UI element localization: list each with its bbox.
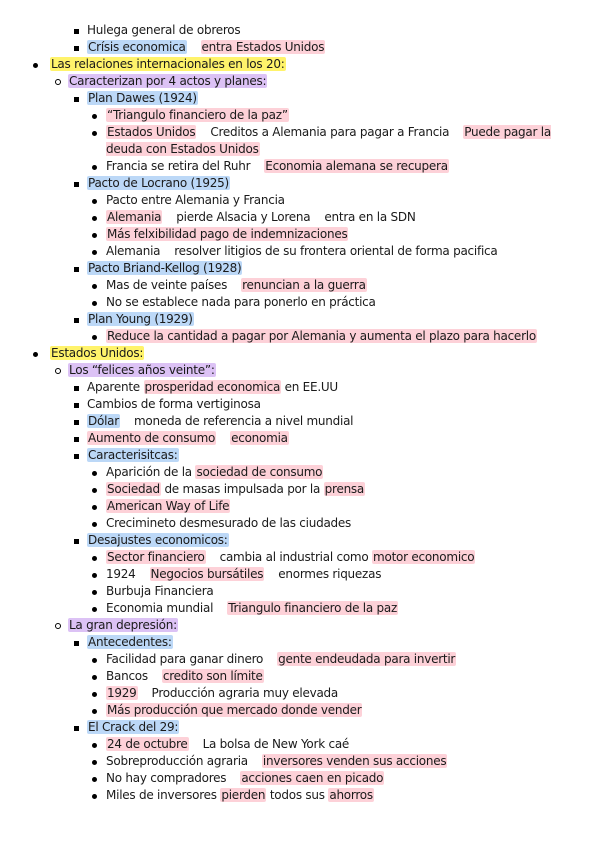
highlight-red: gente endeudada para invertir (278, 652, 456, 666)
item-text: en EE.UU (281, 380, 338, 394)
highlight-red: entra Estados Unidos (201, 40, 325, 54)
highlight-blue: Desajustes economicos: (88, 533, 228, 547)
list-item (0, 311, 600, 328)
highlight-red: credito son límite (162, 669, 263, 683)
subheading-item (0, 362, 600, 379)
highlight-red: prensa (324, 482, 365, 496)
list-item (0, 498, 600, 515)
item-text: Burbuja Financiera (106, 584, 214, 598)
highlight-red: pierden (221, 788, 266, 802)
highlight-blue: Pacto de Locrano (1925) (88, 176, 229, 190)
list-item (0, 396, 600, 413)
highlight-red: 1929 (107, 686, 137, 700)
highlight-red: Más felxibilidad pago de indemnizaciones (107, 227, 348, 241)
item-text: entra en la SDN (324, 210, 416, 224)
notes-document (0, 22, 600, 804)
list-item (0, 770, 600, 787)
item-text: Alemania (106, 244, 161, 258)
highlight-red: Aumento de consumo (88, 431, 216, 445)
list-item (0, 107, 600, 124)
item-text: Hulega general de obreros (87, 23, 241, 37)
item-text: resolver litigios de su frontera oriental de forma pacifica (174, 244, 498, 258)
list-item (0, 753, 600, 770)
list-item (0, 702, 600, 719)
list-item (0, 736, 600, 753)
list-item (0, 39, 600, 56)
list-item (0, 464, 600, 481)
highlight-blue: Plan Dawes (1924) (88, 91, 197, 105)
highlight-red: Sociedad (107, 482, 160, 496)
item-text: Miles de inversores (106, 788, 221, 802)
highlight-red: “Triangulo financiero de la paz” (107, 108, 288, 122)
list-item (0, 566, 600, 583)
highlight-red: Más producción que mercado donde vender (107, 703, 362, 717)
highlight-red: Reduce la cantidad a pagar por Alemania y aumenta el plazo para hacerlo (107, 329, 536, 343)
item-text: Sobreproducción agraria (106, 754, 248, 768)
list-item (0, 583, 600, 600)
highlight-blue: Crísis economica (88, 40, 186, 54)
list-item (0, 226, 600, 243)
list-item (0, 243, 600, 260)
item-text: Mas de veinte países (106, 278, 228, 292)
item-text: moneda de referencia a nivel mundial (133, 414, 354, 428)
highlight-red: motor economico (373, 550, 475, 564)
heading-item (0, 345, 600, 362)
highlight-red: ahorros (329, 788, 373, 802)
highlight-red: inversores venden sus acciones (262, 754, 447, 768)
highlight-red: Sector financiero (107, 550, 205, 564)
highlight-red: Alemania (107, 210, 162, 224)
highlight-blue: Antecedentes: (88, 635, 172, 649)
highlight-red: sociedad de consumo (196, 465, 323, 479)
highlight-yellow: Las relaciones internacionales en los 20: (51, 57, 285, 71)
list-item (0, 549, 600, 566)
list-item (0, 515, 600, 532)
list-item (0, 787, 600, 804)
highlight-blue: Plan Young (1929) (88, 312, 193, 326)
item-text: Crecimineto desmesurado de las ciudades (106, 516, 352, 530)
list-item (0, 209, 600, 226)
subheading-item (0, 617, 600, 634)
list-item (0, 532, 600, 549)
list-item (0, 328, 600, 345)
list-item (0, 651, 600, 668)
highlight-red: Puede pagar la deuda con Estados Unidos (106, 125, 551, 156)
list-item (0, 158, 600, 175)
list-item (0, 668, 600, 685)
highlight-purple: Caracterizan por 4 actos y planes: (69, 74, 267, 88)
highlight-red: Triangulo financiero de la paz (228, 601, 398, 615)
highlight-red: American Way of Life (107, 499, 230, 513)
list-item (0, 600, 600, 617)
list-item (0, 277, 600, 294)
highlight-red: 24 de octubre (107, 737, 188, 751)
list-item (0, 413, 600, 430)
highlight-red: acciones caen en picado (241, 771, 384, 785)
highlight-red: economia (231, 431, 288, 445)
list-item (0, 430, 600, 447)
highlight-red: Economia alemana se recupera (265, 159, 448, 173)
item-text: cambia al industrial como (219, 550, 373, 564)
list-item (0, 481, 600, 498)
highlight-red: prosperidad economica (144, 380, 281, 394)
item-text: No se establece nada para ponerlo en práctica (106, 295, 376, 309)
list-item (0, 634, 600, 651)
list-item (0, 719, 600, 736)
item-text: Facilidad para ganar dinero (106, 652, 264, 666)
item-text: Economia mundial (106, 601, 214, 615)
highlight-red: Negocios bursátiles (150, 567, 264, 581)
item-text: Creditos a Alemania para pagar a Francia (210, 125, 450, 139)
highlight-blue: Pacto Briand-Kellog (1928) (88, 261, 242, 275)
item-text: Pacto entre Alemania y Francia (106, 193, 285, 207)
list-item (0, 192, 600, 209)
item-text: No hay compradores (106, 771, 227, 785)
highlight-purple: Los “felices años veinte”: (69, 363, 215, 377)
list-item (0, 22, 600, 39)
list-item (0, 685, 600, 702)
heading-item (0, 56, 600, 73)
highlight-red: Estados Unidos (107, 125, 196, 139)
list-item (0, 260, 600, 277)
list-item (0, 124, 600, 158)
item-text: 1924 (106, 567, 136, 581)
item-text: Cambios de forma vertiginosa (87, 397, 261, 411)
highlight-blue: Caracterisitcas: (88, 448, 178, 462)
list-item (0, 175, 600, 192)
item-text: enormes riquezas (278, 567, 382, 581)
item-text: Bancos (106, 669, 148, 683)
highlight-purple: La gran depresión: (69, 618, 177, 632)
highlight-yellow: Estados Unidos: (51, 346, 144, 360)
item-text: Francia se retira del Ruhr (106, 159, 251, 173)
highlight-red: renuncian a la guerra (242, 278, 366, 292)
list-item (0, 294, 600, 311)
highlight-blue: Dólar (88, 414, 119, 428)
item-text: Aparición de la (106, 465, 196, 479)
item-text: Producción agraria muy elevada (151, 686, 339, 700)
item-text: La bolsa de New York caé (202, 737, 350, 751)
list-item (0, 90, 600, 107)
highlight-blue: El Crack del 29: (88, 720, 179, 734)
item-text: pierde Alsacia y Lorena (176, 210, 311, 224)
subheading-item (0, 73, 600, 90)
item-text: todos sus (266, 788, 329, 802)
list-item (0, 447, 600, 464)
item-text: de masas impulsada por la (160, 482, 324, 496)
list-item (0, 379, 600, 396)
item-text: Aparente (87, 380, 144, 394)
